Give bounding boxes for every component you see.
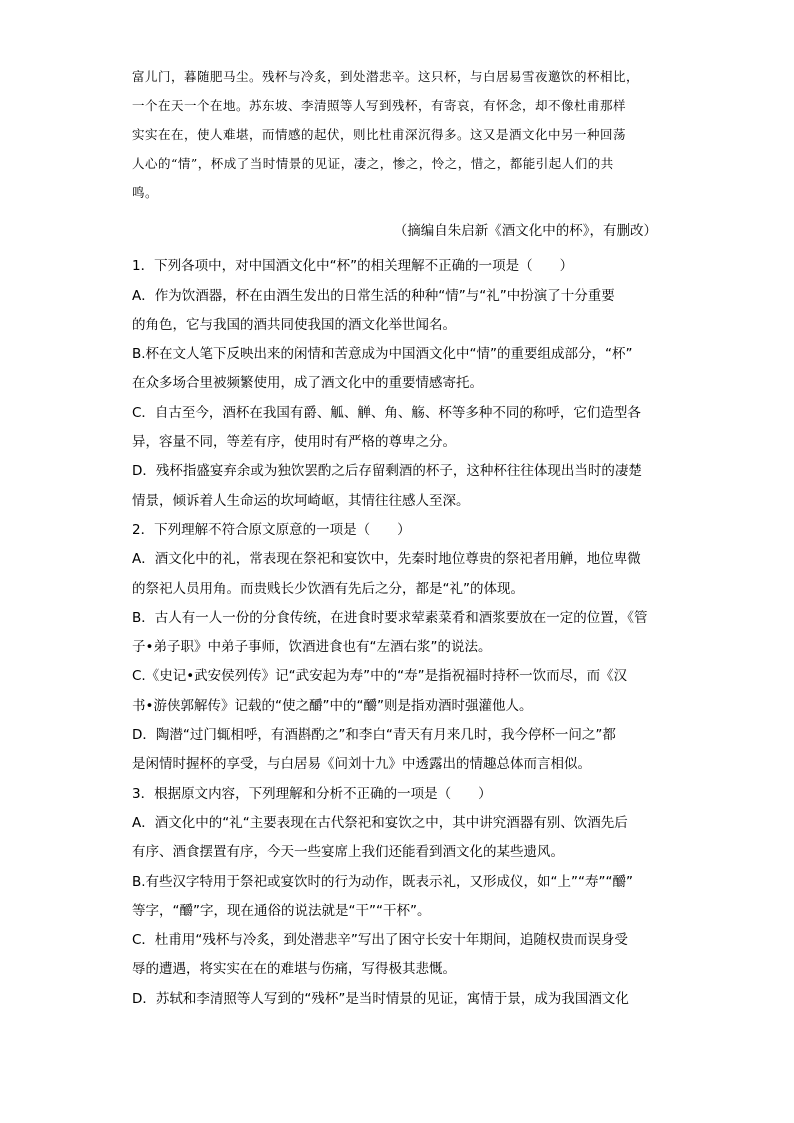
option-line: D．残杯指盛宴弃余或为独饮罢酌之后存留剩酒的杯子，这种杯往往体现出当时的凄楚: [132, 463, 642, 480]
option-a: [132, 282, 662, 341]
option-line: 的祭祀人员用角。而贵贱长少饮酒有先后之分，都是“礼”的体现。: [132, 580, 524, 597]
option-line: B．古人有一人一份的分食传统，在进食时要求荤素菜肴和酒浆要放在一定的位置，《管: [132, 609, 648, 626]
passage-line: 一个在天一个在地。苏东坡、李清照等人写到残杯，有寄哀，有怀念，却不像杜甫那样: [132, 98, 627, 113]
question-stem: 3．根据原文内容，下列理解和分析不正确的一项是（ ）: [132, 785, 492, 802]
question-1: [132, 252, 662, 516]
question-2: [132, 516, 662, 780]
option-d: [132, 457, 662, 516]
question-stem: 2．下列理解不符合原文原意的一项是（ ）: [132, 521, 411, 538]
option-line: C．杜甫用“残杯与冷炙，到处潜悲辛”写出了困守长安十年期间，追随权贵而误身受: [132, 932, 628, 949]
option-b: [132, 340, 662, 399]
option-line: B.杯在文人笔下反映出来的闲情和苦意成为中国酒文化中“情”的重要组成部分，“杯”: [132, 346, 633, 363]
option-b: [132, 604, 662, 663]
option-line: 异，容量不同，等差有序，使用时有严格的尊卑之分。: [132, 434, 456, 451]
option-a: [132, 809, 662, 868]
option-line: 是闲情时握杯的享受，与白居易《问刘十九》中透露出的情趣总体而言相似。: [132, 756, 591, 773]
question-3: [132, 780, 662, 1014]
passage-excerpt: [132, 62, 662, 207]
option-c: [132, 662, 662, 721]
option-line: 书•游侠郭解传》记载的“使之釂”中的“釂”则是指劝酒时强灌他人。: [132, 697, 533, 714]
option-line: C.《史记•武安侯列传》记“武安起为寿”中的“寿”是指祝福时持杯一饮而尽，而《汉: [132, 668, 628, 685]
option-line: A．酒文化中的礼，常表现在祭祀和宴饮中，先秦时地位尊贵的祭祀者用觯，地位卑微: [132, 551, 641, 568]
option-line: A．作为饮酒器，杯在由酒生发出的日常生活的种种“情”与“礼”中扮演了十分重要: [132, 287, 615, 304]
option-line: A．酒文化中的“礼“主要表现在古代祭祀和宴饮之中，其中讲究酒器有别、饮酒先后: [132, 814, 628, 831]
source-attribution: （摘编自朱启新《酒文化中的杯》，有删改）: [393, 223, 657, 239]
passage-line: 富儿门，暮随肥马尘。残杯与冷炙，到处潜悲辛。这只杯，与白居易雪夜邀饮的杯相比，: [132, 69, 640, 84]
passage-line: 人心的“情”，杯成了当时情景的见证，凄之，惨之，怜之，惜之，都能引起人们的共: [132, 156, 614, 171]
option-line: 在众多场合里被频繁使用，成了酒文化中的重要情感寄托。: [132, 375, 483, 392]
option-line: D．苏轼和李清照等人写到的“残杯”是当时情景的见证，寓情于景，成为我国酒文化: [132, 990, 629, 1007]
question-stem: 1．下列各项中，对中国酒文化中“杯”的相关理解不正确的一项是（ ）: [132, 258, 574, 275]
passage-line: 实实在在，使人难堪，而情感的起伏，则比杜甫深沉得多。这又是酒文化中另一种回荡: [132, 127, 627, 142]
option-d: [132, 721, 662, 780]
option-line: 有序、酒食摆置有序，今天一些宴席上我们还能看到酒文化的某些遗风。: [132, 844, 564, 861]
option-line: D．陶潜“过门辄相呼，有酒斟酌之”和李白“青天有月来几时，我今停杯一问之”都: [132, 727, 616, 744]
option-c: [132, 399, 662, 458]
option-line: 的角色，它与我国的酒共同使我国的酒文化举世闻名。: [132, 316, 456, 333]
option-line: 等字，“釂”字，现在通俗的说法就是“干”“干杯”。: [132, 902, 431, 919]
option-line: B.有些汉字特用于祭祀或宴饮时的行为动作，既表示礼，又形成仪，如“上”“寿”“釂”: [132, 873, 634, 890]
option-line: C．自古至今，酒杯在我国有爵、觚、觯、角、觞、杯等多种不同的称呼，它们造型各: [132, 404, 641, 421]
option-d: [132, 985, 662, 1014]
option-a: [132, 545, 662, 604]
passage-line: 鸣。: [132, 185, 159, 200]
option-line: 子•弟子职》中弟子事师，饮酒进食也有“左酒右浆”的说法。: [132, 639, 492, 656]
option-line: 情景，倾诉着人生命运的坎坷崎岖，其情往往感人至深。: [132, 492, 470, 509]
option-b: [132, 868, 662, 927]
question-list: [132, 223, 662, 1014]
option-line: 辱的遭遇，将实实在在的难堪与伤痛，写得极其悲慨。: [132, 961, 456, 978]
option-c: [132, 926, 662, 985]
